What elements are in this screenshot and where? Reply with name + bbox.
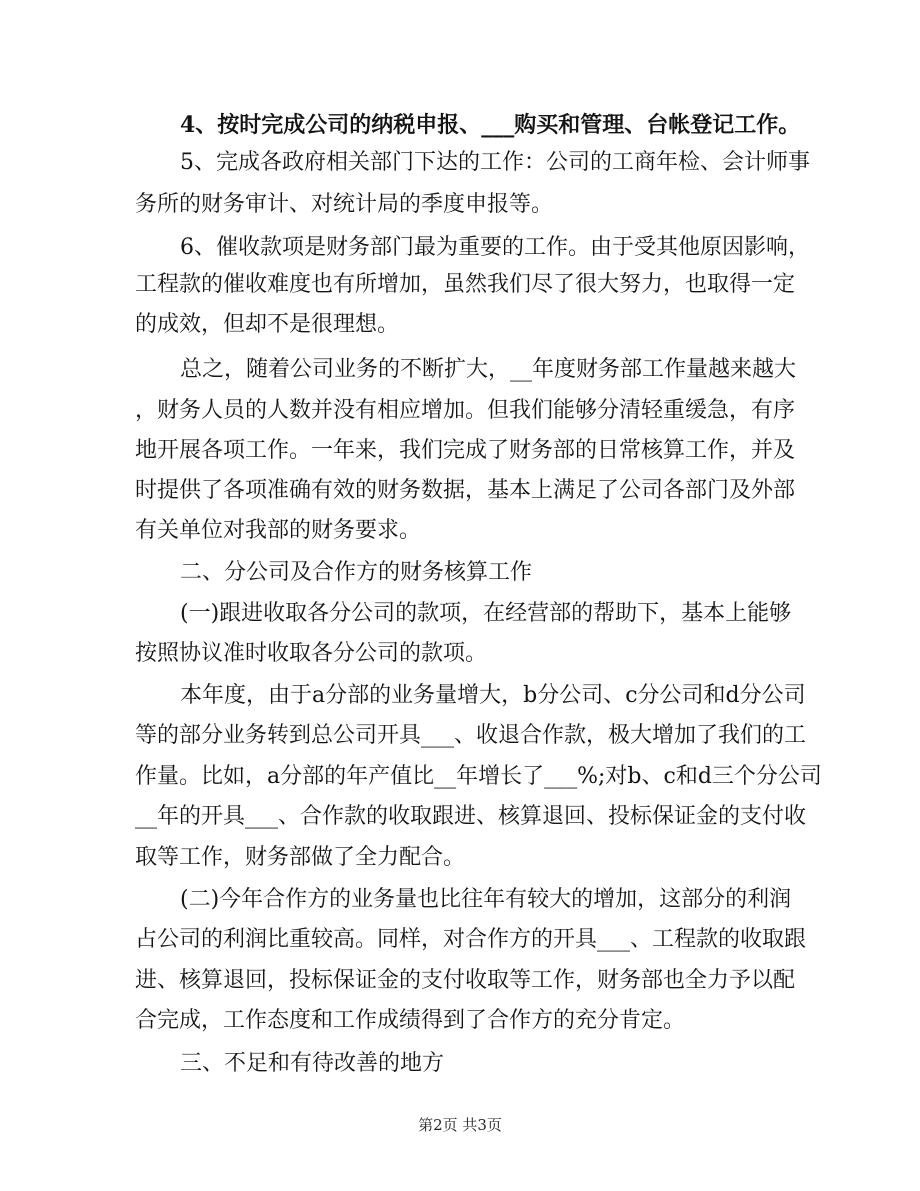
paragraph-line: 务所的财务审计、对统计局的季度申报等。 bbox=[135, 192, 554, 217]
paragraph-line: 有关单位对我部的财务要求。 bbox=[135, 518, 422, 543]
section-heading: 二、分公司及合作方的财务核算工作 bbox=[180, 560, 533, 585]
paragraph-line: 占公司的利润比重较高。同样，对合作方的开具___、工程款的收取跟 bbox=[135, 927, 807, 952]
paragraph-line: 本年度，由于a分部的业务量增大，b分公司、c分公司和d分公司 bbox=[180, 683, 806, 708]
paragraph-line: 作量。比如，a分部的年产值比__年增长了___%;对b、c和d三个分公司 bbox=[135, 764, 822, 789]
paragraph-line: 合完成，工作态度和工作成绩得到了合作方的充分肯定。 bbox=[135, 1008, 686, 1033]
paragraph-line: 4、按时完成公司的纳税申报、___购买和管理、台帐登记工作。 bbox=[180, 112, 801, 138]
paragraph-line: ，财务人员的人数并没有相应增加。但我们能够分清轻重缓急，有序 bbox=[135, 398, 796, 423]
paragraph-line: 地开展各项工作。一年来，我们完成了财务部的日常核算工作，并及 bbox=[135, 438, 796, 463]
paragraph-line: 总之，随着公司业务的不断扩大，__年度财务部工作量越来越大 bbox=[180, 357, 797, 382]
paragraph-line: 6、催收款项是财务部门最为重要的工作。由于受其他原因影响， bbox=[180, 235, 810, 260]
paragraph-line: 时提供了各项准确有效的财务数据，基本上满足了公司各部门及外部 bbox=[135, 478, 796, 503]
paragraph-line: (二)今年合作方的业务量也比往年有较大的增加，这部分的利润 bbox=[180, 887, 792, 912]
section-heading: 三、不足和有待改善的地方 bbox=[180, 1051, 445, 1076]
paragraph-line: 工程款的催收难度也有所增加，虽然我们尽了很大努力，也取得一定 bbox=[135, 272, 796, 297]
page-number-footer: 第2页 共3页 bbox=[418, 1116, 502, 1134]
paragraph-line: 等的部分业务转到总公司开具___、收退合作款，极大增加了我们的工 bbox=[135, 723, 807, 748]
paragraph-line: 按照协议准时收取各分公司的款项。 bbox=[135, 641, 488, 666]
paragraph-line: (一)跟进收取各分公司的款项，在经营部的帮助下，基本上能够 bbox=[180, 601, 792, 626]
paragraph-line: 取等工作，财务部做了全力配合。 bbox=[135, 845, 466, 870]
paragraph-line: __年的开具___、合作款的收取跟进、核算退回、投标保证金的支付收 bbox=[135, 804, 807, 829]
paragraph-line: 5、完成各政府相关部门下达的工作：公司的工商年检、会计师事 bbox=[180, 150, 810, 175]
paragraph-line: 进、核算退回，投标保证金的支付收取等工作，财务部也全力予以配 bbox=[135, 968, 796, 993]
paragraph-line: 的成效，但却不是很理想。 bbox=[135, 312, 400, 337]
